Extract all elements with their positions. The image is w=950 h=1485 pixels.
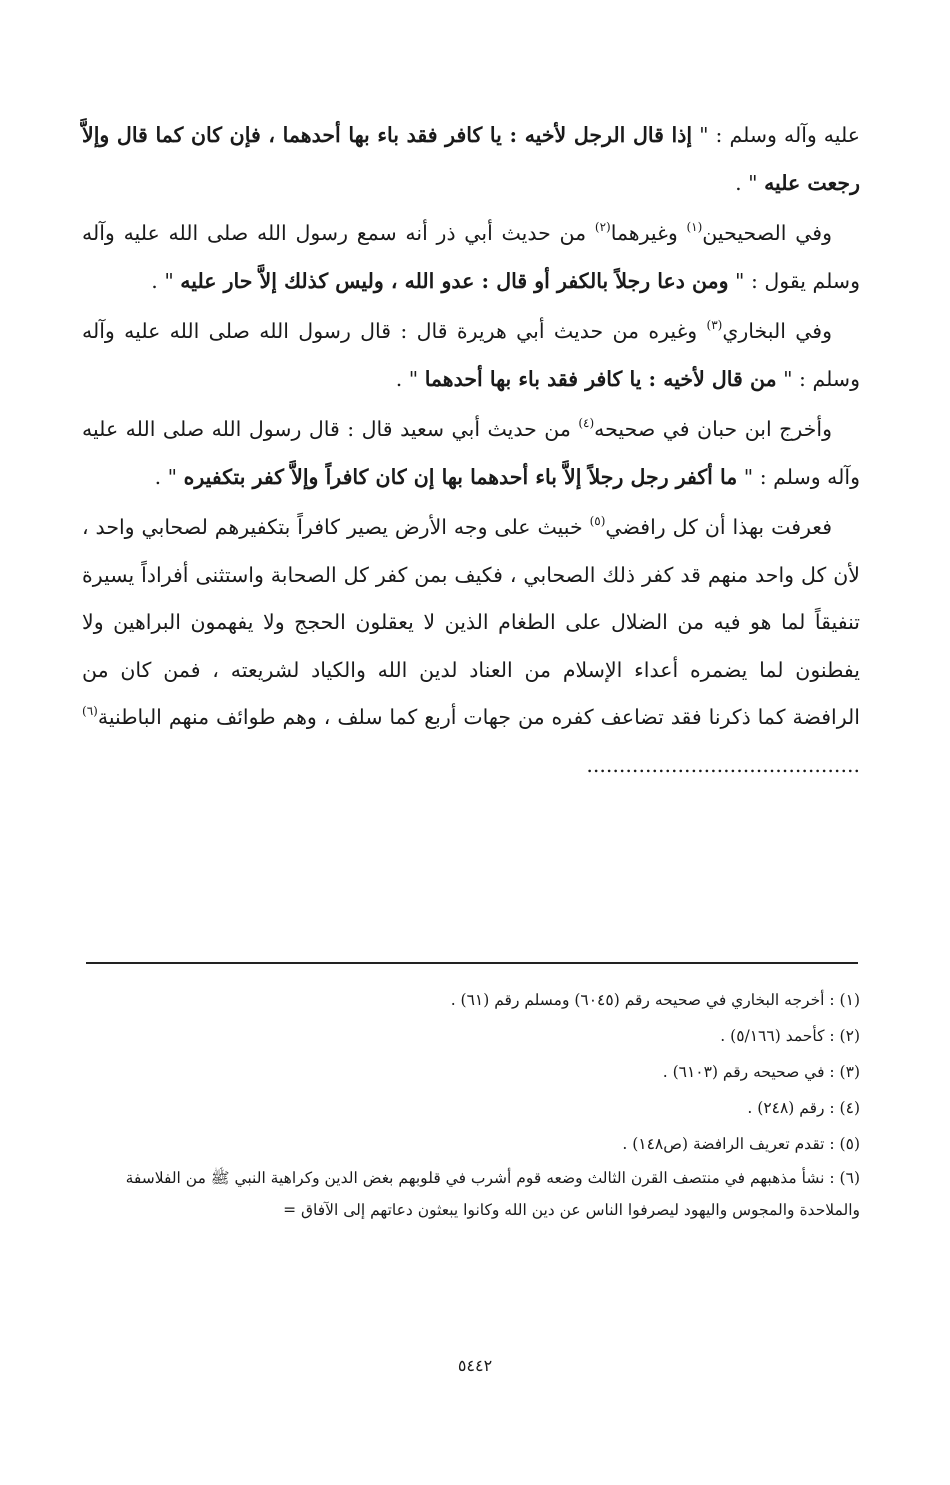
paragraph [82, 504, 860, 789]
hadith-quote: إذا قال الرجل لأخيه : يا كافر فقد باء بها أحدهما ، فإن كان كما قال وإلاَّ رجعت عليه [82, 123, 860, 195]
footnote-marker: (١) [686, 220, 703, 234]
hadith-quote: ومن دعا رجلاً بالكفر أو قال : عدو الله ، وليس كذلك إلاَّ حار عليه [180, 268, 729, 293]
main-text-body [82, 112, 860, 792]
footnote-marker: (٣) [706, 318, 723, 332]
text-run: عليه وآله وسلم : " [692, 123, 860, 147]
footnote: (٣) : في صحيحه رقم (٦١٠٣) . [662, 1063, 860, 1081]
text-run: وفي الصحيحين [702, 221, 832, 245]
text-run: وأخرج ابن حبان في صحيحه [594, 417, 832, 441]
paragraph [82, 210, 860, 305]
text-run: من حديث أبي ذر أنه سمع رسول الله صلى الله عليه وآله وسلم يقول : " [82, 221, 860, 293]
paragraph [82, 308, 860, 403]
footnote-marker: (٢) [594, 220, 611, 234]
footnote-marker: (٤) [578, 416, 595, 430]
text-run: خبيث على وجه الأرض يصير كافراً بتكفيرهم لصحابي واحد ، لأن كل واحد منهم قد كفر ذلك الصحابي ، فكيف بمن كفر كل الصحابة واستثنى أفراداً يسيرة تنفيقاً لما هو فيه من الضلال على الطغام الذين لا يعقلون الحجج ولا يفهمون البراهين ولا يفطنون لما يضمره أعداء الإسلام من العناد لدين الله والكياد لشريعته ، فمن كان من الرافضة كما ذكرنا فقد تضاعف كفره من جهات أربع كما سلف ، وهم طوائف منهم الباطنية [82, 515, 860, 729]
text-run: فعرفت بهذا أن كل رافضي [605, 515, 832, 539]
footnote: (٥) : تقدم تعريف الرافضة (ص١٤٨) . [622, 1135, 860, 1153]
page-number: ٥٤٤٢ [457, 1356, 493, 1375]
paragraph [82, 112, 860, 207]
text-run: وغيرهما [610, 221, 687, 245]
footnote-marker: (٥) [589, 514, 606, 528]
footnote: (١) : أخرجه البخاري في صحيحه رقم (٦٠٤٥) ومسلم رقم (٦١) . [450, 991, 860, 1009]
text-run: " . [154, 464, 184, 489]
text-run: " . [735, 170, 765, 195]
text-run: وغيره من حديث أبي هريرة قال : قال رسول الله صلى الله عليه وآله وسلم : " [82, 319, 860, 391]
footnote: (٢) : كأحمد (٥/١٦٦) . [720, 1027, 860, 1045]
footnote: (٤) : رقم (٢٤٨) . [747, 1099, 860, 1117]
footnote: (٦) : نشأ مذهبهم في منتصف القرن الثالث وضعه قوم أشرب في قلوبهم بغض الدين وكراهية النبي ﷺ من الفلاسفة والملاحدة والمجوس واليهود ليصرفوا الناس عن دين الله وكانوا يبعثون دعاتهم إلى الآفاق = [125, 1169, 860, 1219]
text-run: من حديث أبي سعيد قال : قال رسول الله صلى الله عليه وآله وسلم : " [82, 417, 860, 489]
text-run: وفي البخاري [722, 319, 832, 343]
text-run: " . [395, 366, 425, 391]
footnotes [82, 982, 860, 1226]
paragraph [82, 406, 860, 501]
footnote-separator [86, 962, 858, 964]
text-run: .......................................... [586, 752, 860, 777]
footnote-marker: (٦) [82, 704, 98, 718]
hadith-quote: ما أكفر رجل رجلاً إلاَّ باء أحدهما بها إن كان كافراً وإلاَّ كفر بتكفيره [183, 464, 738, 489]
text-run: " . [151, 268, 181, 293]
hadith-quote: من قال لأخيه : يا كافر فقد باء بها أحدهما [424, 366, 777, 391]
